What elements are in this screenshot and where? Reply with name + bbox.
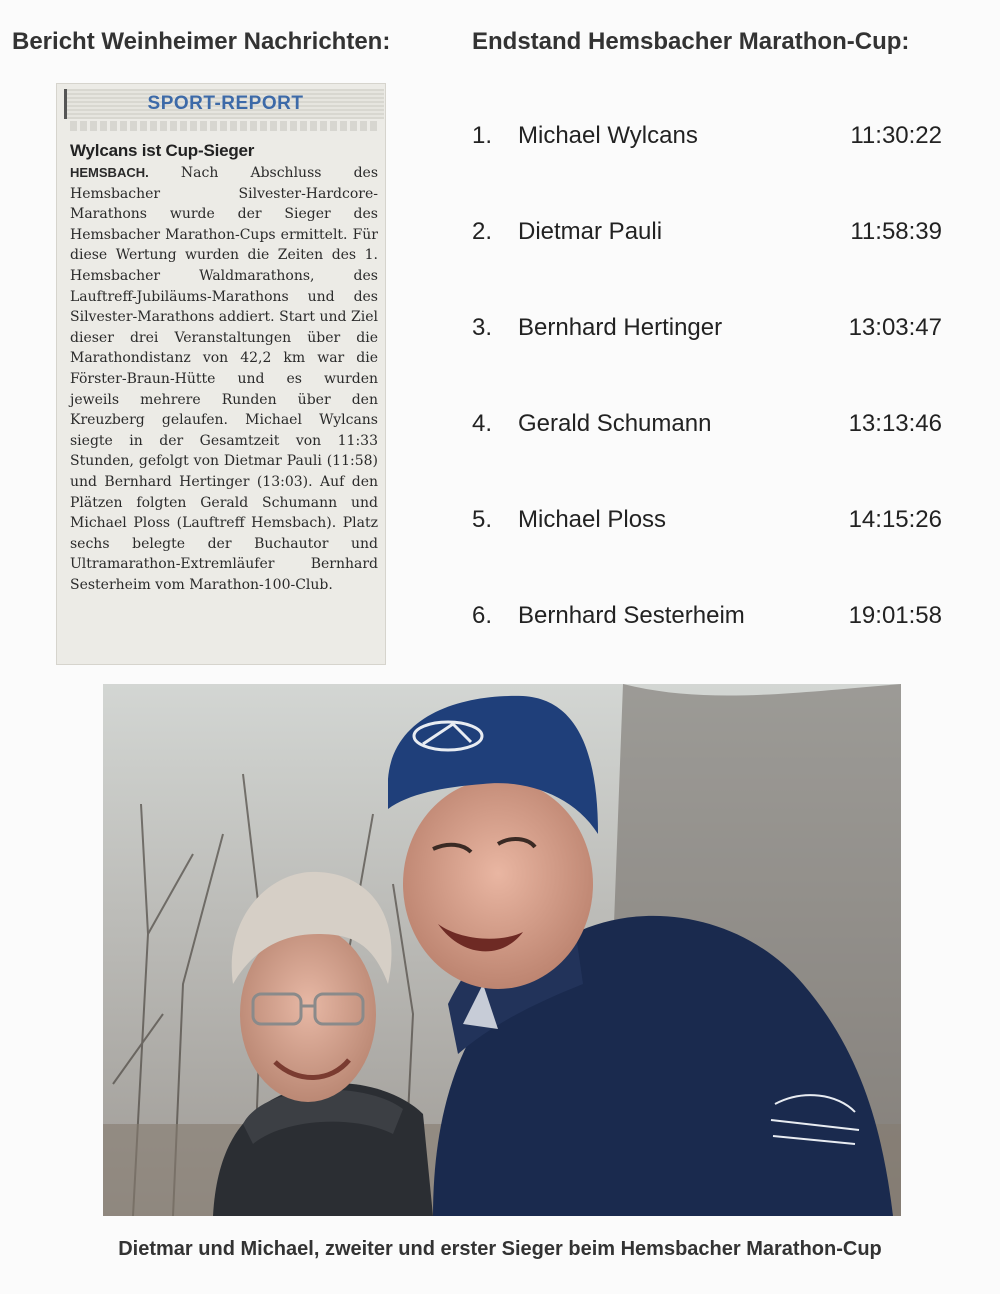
result-time: 19:01:58 [848, 602, 942, 629]
result-name: Michael Ploss [518, 506, 667, 533]
section-band [64, 89, 384, 119]
result-time: 14:15:26 [848, 506, 942, 533]
results-list [472, 116, 952, 692]
result-rank: 3. [472, 314, 493, 341]
result-name: Dietmar Pauli [518, 218, 663, 245]
result-rank: 4. [472, 410, 493, 437]
result-row [472, 596, 952, 692]
result-rank: 6. [472, 602, 493, 629]
right-runner-face [403, 779, 593, 989]
result-time: 11:58:39 [850, 218, 942, 245]
standings-heading: Endstand Hemsbacher Marathon-Cup: [472, 28, 910, 55]
article-title: Wylcans ist Cup-Sieger [70, 141, 255, 160]
report-heading: Bericht Weinheimer Nachrichten: [12, 28, 391, 55]
result-name: Bernhard Hertinger [518, 314, 723, 341]
result-row [472, 116, 952, 212]
result-row [472, 404, 952, 500]
result-rank: 2. [472, 218, 493, 245]
result-name: Gerald Schumann [518, 410, 712, 437]
result-name: Michael Wylcans [518, 122, 698, 149]
photo-caption: Dietmar und Michael, zweiter und erster Sieger beim Hemsbacher Marathon-Cup [118, 1238, 882, 1260]
result-rank: 5. [472, 506, 493, 533]
result-time: 13:13:46 [848, 410, 942, 437]
section-label: SPORT-REPORT [147, 93, 304, 114]
result-name: Bernhard Sesterheim [518, 602, 745, 629]
article-body [70, 163, 378, 595]
result-time: 11:30:22 [850, 122, 942, 149]
result-time: 13:03:47 [848, 314, 942, 341]
runners-photo [103, 684, 901, 1216]
result-row [472, 212, 952, 308]
article-text: Nach Abschluss des Hemsbacher Silvester-Hardcore-Marathons wurde der Sieger des Hemsbacher Marathon-Cups ermittelt. Für diese Wertung wurden die Zeiten des 1. Hemsbacher Waldmarathons, des Lauftreff-Jubiläums-Marathons und des Silvester-Marathons addiert. Start und Ziel dieser drei Veranstaltungen über die Marathondistanz von 42,2 km war die Förster-Braun-Hütte und es wurden jeweils mehrere Runden über den Kreuzberg gelaufen. Michael Wylcans siegte in der Gesamtzeit von 11:33 Stunden, gefolgt von Dietmar Pauli (11:58) und Bernhard Hertinger (13:03). Auf den Plätzen folgten Gerald Schumann und Michael Ploss (Lauftreff Hemsbach). Platz sechs belegte der Buchautor und Ultramarathon-Extremläufer Bernhard Sesterheim vom Marathon-100-Club. [70, 165, 379, 593]
article-dateline: HEMSBACH. [70, 165, 149, 180]
newspaper-clipping [56, 83, 386, 665]
bleed-through-texture [70, 121, 378, 131]
result-row [472, 500, 952, 596]
result-rank: 1. [472, 122, 493, 149]
result-row [472, 308, 952, 404]
